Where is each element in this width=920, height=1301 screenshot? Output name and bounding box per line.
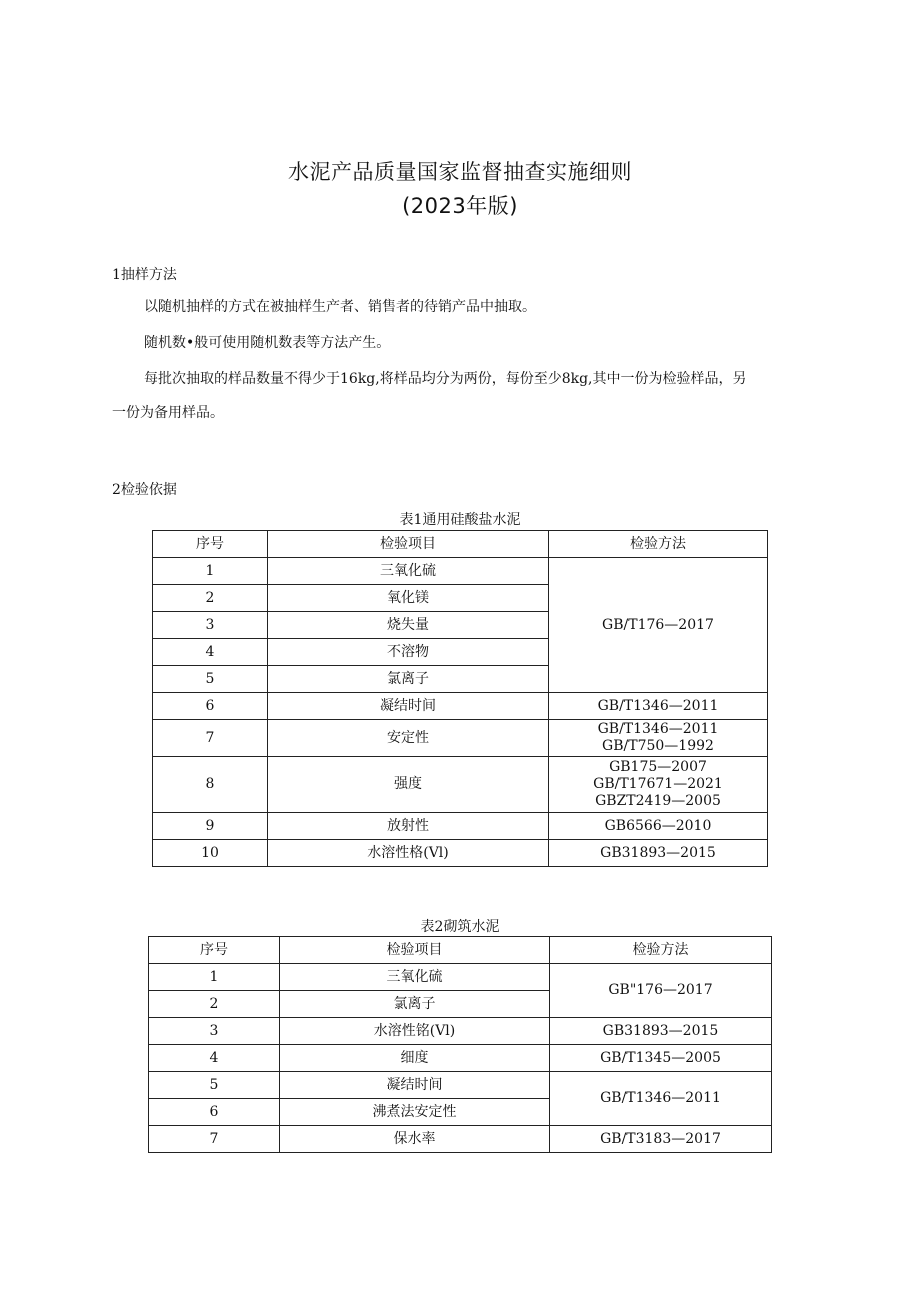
row-method: GB6566—2010 [549, 813, 768, 840]
row-no: 2 [149, 991, 280, 1018]
row-no: 9 [153, 813, 268, 840]
column-header-method: 检验方法 [549, 531, 768, 558]
row-no: 6 [153, 693, 268, 720]
row-item: 三氧化硫 [268, 558, 549, 585]
table-row [153, 813, 768, 840]
document-title: 水泥产品质量国家监督抽查实施细则 [288, 160, 632, 184]
row-item: 凝结时间 [280, 1072, 550, 1099]
section-1-heading: 1抽样方法 [112, 267, 177, 283]
table-1-caption: 表1通用硅酸盐水泥 [399, 512, 521, 528]
row-method: GB/T3183—2017 [550, 1126, 772, 1153]
section-2-heading: 2检验依据 [112, 482, 177, 498]
row-method: GB31893—2015 [550, 1018, 772, 1045]
row-item: 三氧化硫 [280, 964, 550, 991]
row-no: 7 [153, 720, 268, 757]
column-header-no: 序号 [153, 531, 268, 558]
table-row [149, 1018, 772, 1045]
row-item: 强度 [268, 757, 549, 813]
row-no: 5 [153, 666, 268, 693]
method-line: GB/T1346—2011 [597, 721, 719, 737]
table-row [153, 558, 768, 585]
table-header-row [149, 937, 772, 964]
row-method-merged: GB/T176—2017 [549, 558, 768, 693]
row-method [549, 720, 768, 757]
row-no: 1 [153, 558, 268, 585]
row-item: 放射性 [268, 813, 549, 840]
row-no: 5 [149, 1072, 280, 1099]
column-header-item: 检验项目 [268, 531, 549, 558]
row-no: 4 [149, 1045, 280, 1072]
method-line: GB175—2007 [609, 759, 707, 775]
row-item: 沸煮法安定性 [280, 1099, 550, 1126]
row-no: 2 [153, 585, 268, 612]
method-line: GB/T17671—2021 [593, 776, 723, 792]
paragraph-random-number: 随机数•般可使用随机数表等方法产生。 [144, 335, 391, 351]
row-no: 7 [149, 1126, 280, 1153]
table-row [153, 693, 768, 720]
table-row [153, 720, 768, 757]
method-line: GB/T750—1992 [602, 738, 714, 754]
method-line: GBZT2419—2005 [595, 793, 721, 809]
table-row [153, 757, 768, 813]
table-header-row [153, 531, 768, 558]
table-1 [152, 530, 768, 867]
paragraph-sampling-method: 以随机抽样的方式在被抽样生产者、销售者的待销产品中抽取。 [144, 299, 536, 315]
row-item: 安定性 [268, 720, 549, 757]
row-method-merged: GB"176—2017 [550, 964, 772, 1018]
table-row [149, 1126, 772, 1153]
row-method: GB/T1346—2011 [549, 693, 768, 720]
paragraph-sample-quantity: 每批次抽取的样品数量不得少于16kg,将样品均分为两份，每份至少8kg,其中一份为检验样品，另 [144, 371, 747, 387]
row-item: 保水率 [280, 1126, 550, 1153]
row-item: 氧化镁 [268, 585, 549, 612]
document-subtitle: (2023年版) [402, 194, 518, 218]
column-header-no: 序号 [149, 937, 280, 964]
row-item: 水溶性格(Vl) [268, 840, 549, 867]
row-item: 氯离子 [280, 991, 550, 1018]
column-header-item: 检验项目 [280, 937, 550, 964]
row-method: GB31893—2015 [549, 840, 768, 867]
row-no: 4 [153, 639, 268, 666]
row-no: 3 [149, 1018, 280, 1045]
table-2-caption: 表2砌筑水泥 [420, 919, 500, 935]
row-item: 水溶性铭(Vl) [280, 1018, 550, 1045]
row-no: 3 [153, 612, 268, 639]
row-method [549, 757, 768, 813]
row-item: 不溶物 [268, 639, 549, 666]
table-row [153, 840, 768, 867]
row-item: 氯离子 [268, 666, 549, 693]
table-row [149, 1045, 772, 1072]
table-row [149, 1072, 772, 1099]
table-row [149, 964, 772, 991]
column-header-method: 检验方法 [550, 937, 772, 964]
row-no: 8 [153, 757, 268, 813]
row-method: GB/T1345—2005 [550, 1045, 772, 1072]
row-no: 6 [149, 1099, 280, 1126]
table-2 [148, 936, 772, 1153]
row-item: 烧失量 [268, 612, 549, 639]
row-item: 细度 [280, 1045, 550, 1072]
paragraph-sample-quantity-cont: 一份为备用样品。 [112, 405, 224, 421]
row-method-merged: GB/T1346—2011 [550, 1072, 772, 1126]
row-no: 1 [149, 964, 280, 991]
row-item: 凝结时间 [268, 693, 549, 720]
row-no: 10 [153, 840, 268, 867]
